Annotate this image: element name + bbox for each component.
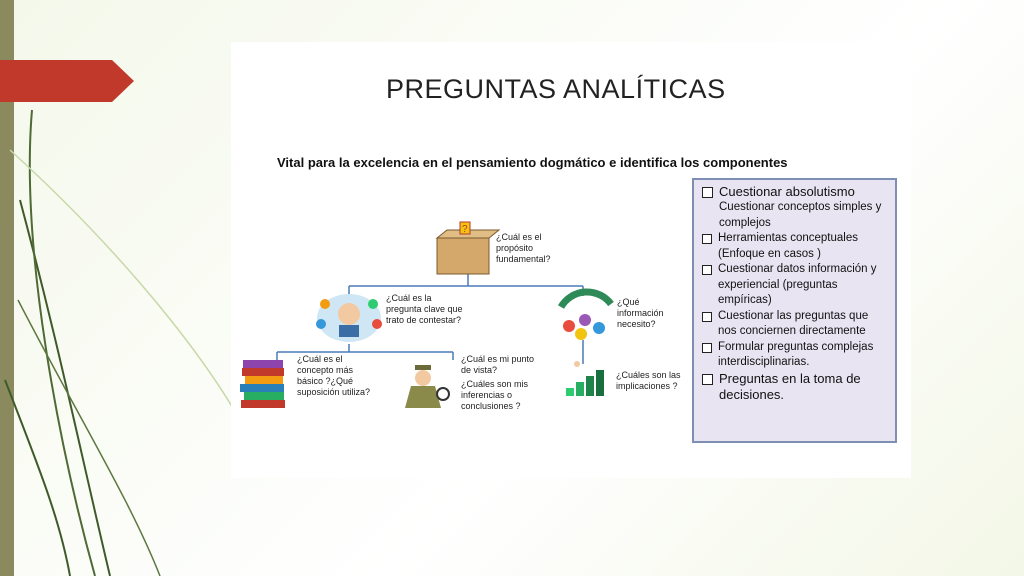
accent-arrow-tab: [0, 60, 134, 102]
detective-icon: [405, 365, 449, 408]
list-item: Herramientas conceptuales (Enfoque en casos ): [702, 231, 889, 262]
information-question: ¿Qué información necesito?: [617, 297, 664, 329]
implications-question: ¿Cuáles son las implicaciones ?: [616, 370, 681, 391]
key-question: ¿Cuál es la pregunta clave que trato de contestar?: [386, 293, 463, 325]
list-item: Cuestionar absolutismo Cuestionar conceptos simples y complejos: [702, 184, 889, 231]
inferences-question: ¿Cuáles son mis inferencias o conclusiones ?: [461, 379, 529, 411]
books-icon: [240, 360, 285, 408]
slide-content-image: [231, 42, 911, 478]
checkbox-bullet-icon: [702, 374, 713, 385]
checkbox-bullet-icon: [702, 312, 712, 322]
people-network-icon: [561, 292, 611, 340]
list-item: Cuestionar datos información y experiencial (preguntas empíricas): [702, 262, 889, 309]
list-item: Cuestionar las preguntas que nos conciernen directamente: [702, 309, 889, 340]
checkbox-bullet-icon: [702, 234, 712, 244]
stairs-chart-icon: [566, 361, 604, 396]
viewpoint-question: ¿Cuál es mi punto de vista?: [461, 354, 535, 375]
root-question: ¿Cuál es el propósito fundamental?: [496, 232, 551, 264]
svg-text:?: ?: [462, 224, 468, 235]
slide-title: PREGUNTAS ANALÍTICAS: [386, 74, 726, 104]
checkbox-bullet-icon: [702, 187, 713, 198]
thinking-person-icon: [316, 294, 382, 342]
analytic-questions-list-box: [692, 178, 897, 443]
checkbox-bullet-icon: [702, 343, 712, 353]
list-item: Formular preguntas complejas interdisciplinarias.: [702, 340, 889, 371]
concept-question: ¿Cuál es el concepto más básico ?¿Qué suposición utiliza?: [297, 354, 371, 397]
list-item: Preguntas en la toma de decisiones.: [702, 371, 889, 403]
slide-subtitle: Vital para la excelencia en el pensamiento dogmático e identifica los componentes: [277, 155, 788, 170]
question-box-icon: [437, 222, 499, 274]
checkbox-bullet-icon: [702, 265, 712, 275]
